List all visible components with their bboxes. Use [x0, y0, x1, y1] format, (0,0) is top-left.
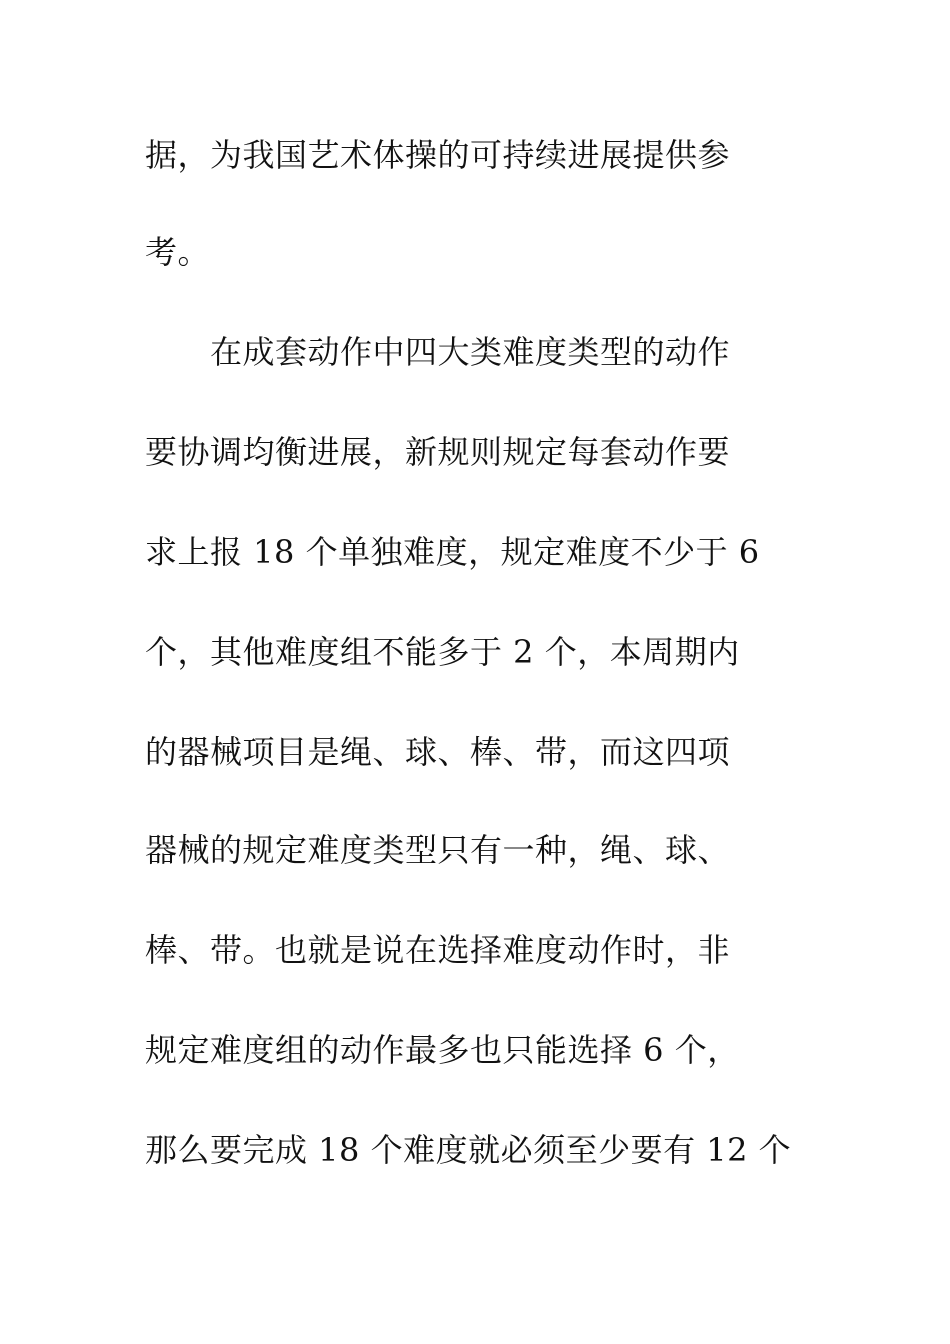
text-line-9: 棒、带。也就是说在选择难度动作时，非	[145, 931, 731, 969]
text-line-10: 规定难度组的动作最多也只能选择 6 个，	[145, 1031, 740, 1069]
text-line-4: 要协调均衡进展，新规则规定每套动作要	[145, 433, 731, 471]
text-line-8: 器械的规定难度类型只有一种，绳、球、	[145, 831, 731, 869]
paragraph-start-line: 在成套动作中四大类难度类型的动作	[210, 333, 731, 371]
text-line-2: 考。	[145, 233, 211, 271]
text-line-1: 据，为我国艺术体操的可持续进展提供参	[145, 136, 731, 174]
text-line-11: 那么要完成 18 个难度就必须至少要有 12 个	[145, 1131, 792, 1169]
text-line-6: 个，其他难度组不能多于 2 个，本周期内	[145, 633, 740, 671]
text-line-7: 的器械项目是绳、球、棒、带，而这四项	[145, 733, 731, 771]
text-line-5: 求上报 18 个单独难度，规定难度不少于 6	[145, 533, 760, 571]
